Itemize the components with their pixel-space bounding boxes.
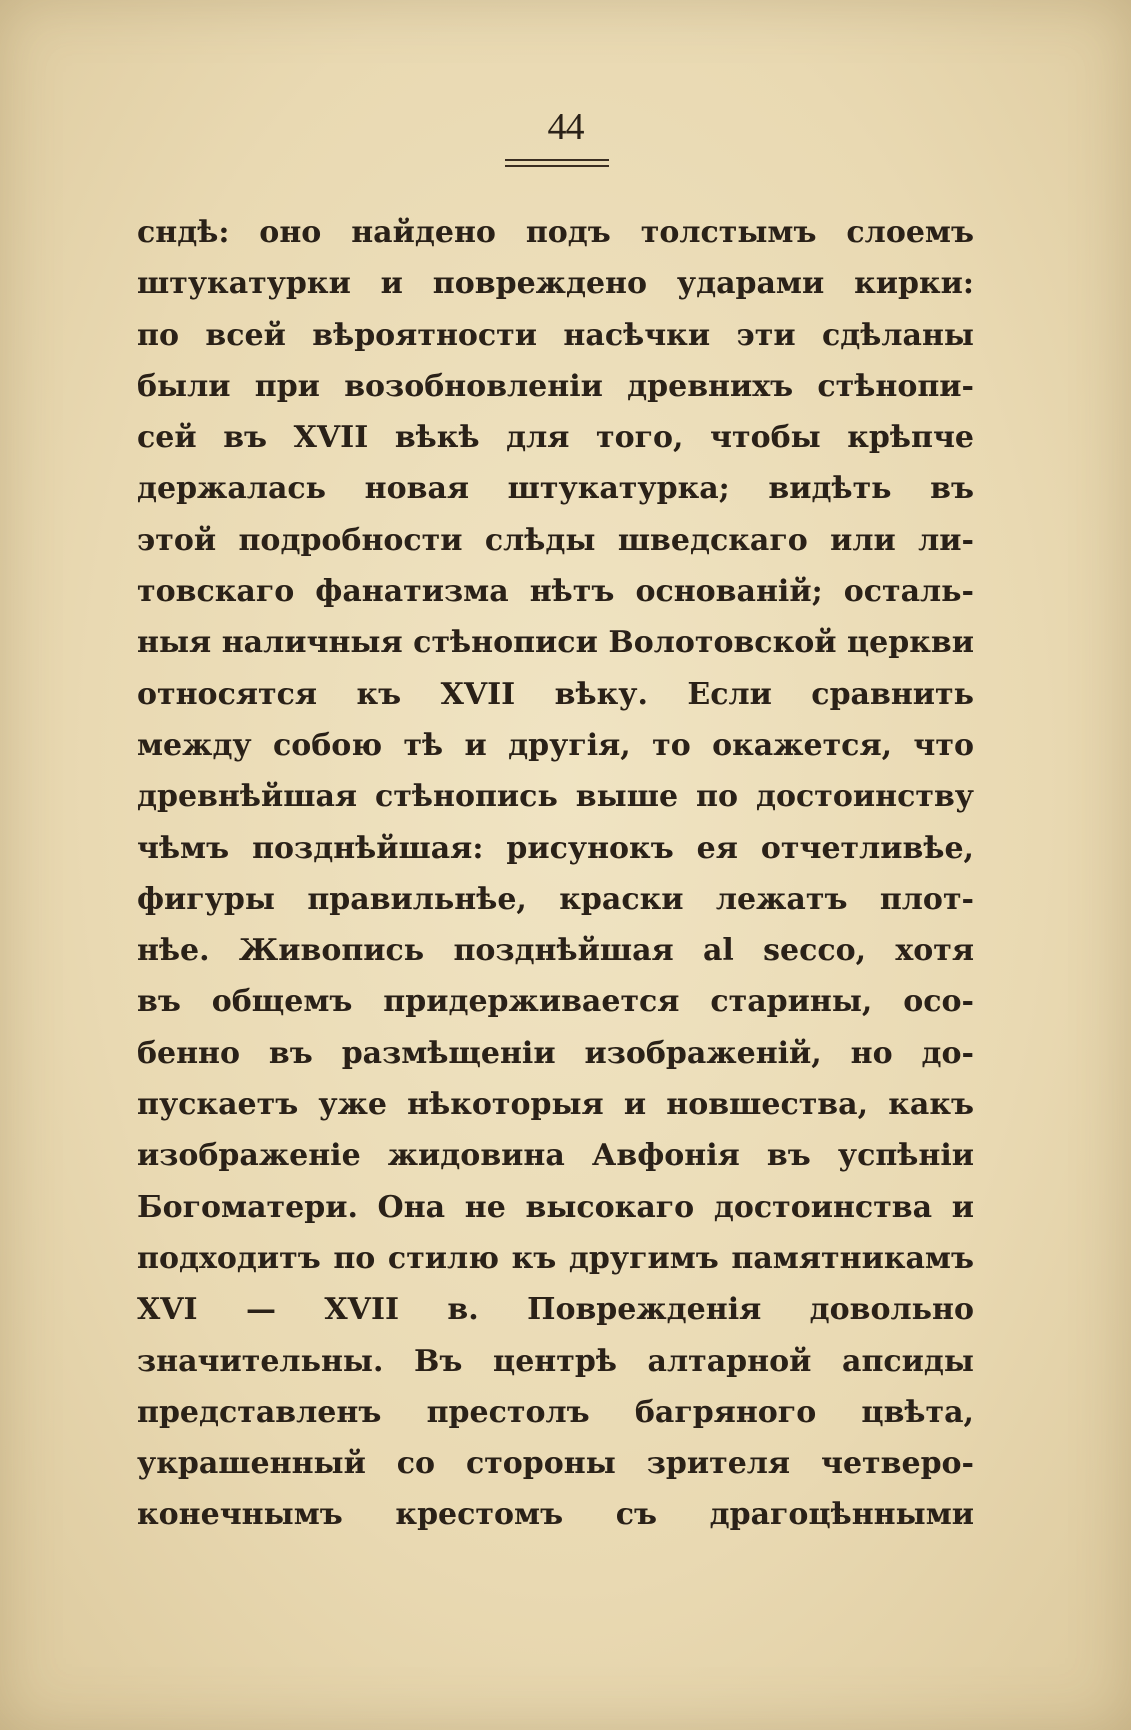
header-rule-bottom — [505, 165, 609, 167]
page-number: 44 — [547, 106, 584, 148]
text-line: сей въ XVII вѣкѣ для того, чтобы крѣпче — [137, 420, 974, 456]
text-line: относятся къ XVII вѣку. Если сравнить — [137, 676, 974, 712]
text-line: были при возобновленіи древнихъ стѣнопи- — [137, 368, 974, 404]
text-line: конечнымъ крестомъ съ драгоцѣнными — [137, 1497, 974, 1533]
header-rule-top — [505, 159, 609, 161]
text-line: фигуры правильнѣе, краски лежатъ плот- — [137, 881, 974, 917]
text-line: въ общемъ придерживается старины, осо- — [137, 984, 974, 1020]
text-line: ныя наличныя стѣнописи Волотовской церкви — [137, 625, 974, 661]
text-line: XVI — XVII в. Поврежденія довольно — [137, 1292, 974, 1328]
text-line: древнѣйшая стѣнопись выше по достоинству — [137, 779, 974, 815]
text-line: этой подробности слѣды шведскаго или ли- — [137, 522, 974, 558]
text-line: подходитъ по стилю къ другимъ памятникамъ — [137, 1240, 974, 1276]
text-line: украшенный со стороны зрителя четверо- — [137, 1446, 974, 1482]
body-text — [137, 207, 974, 1541]
text-line: значительны. Въ центрѣ алтарной апсиды — [137, 1343, 974, 1379]
text-line: между собою тѣ и другія, то окажется, что — [137, 727, 974, 763]
text-line: по всей вѣроятности насѣчки эти сдѣланы — [137, 317, 974, 353]
text-line: представленъ престолъ багряного цвѣта, — [137, 1394, 974, 1430]
text-line: чѣмъ позднѣйшая: рисунокъ ея отчетливѣе, — [137, 830, 974, 866]
text-line: сндѣ: оно найдено подъ толстымъ слоемъ — [137, 215, 974, 250]
text-line: Богоматери. Она не высокаго достоинства и — [137, 1189, 974, 1225]
text-line: штукатурки и повреждено ударами кирки: — [137, 266, 974, 302]
text-line: изображеніе жидовина Авфонія въ успѣніи — [137, 1138, 974, 1174]
text-line: держалась новая штукатурка; видѣть въ — [137, 471, 974, 507]
text-line: пускаетъ уже нѣкоторыя и новшества, какъ — [137, 1087, 974, 1123]
text-line: бенно въ размѣщеніи изображеній, но до- — [137, 1035, 974, 1071]
text-line: нѣе. Живопись позднѣйшая al secco, хотя — [137, 933, 974, 969]
text-line: товскаго фанатизма нѣтъ основаній; осталь- — [137, 574, 974, 610]
